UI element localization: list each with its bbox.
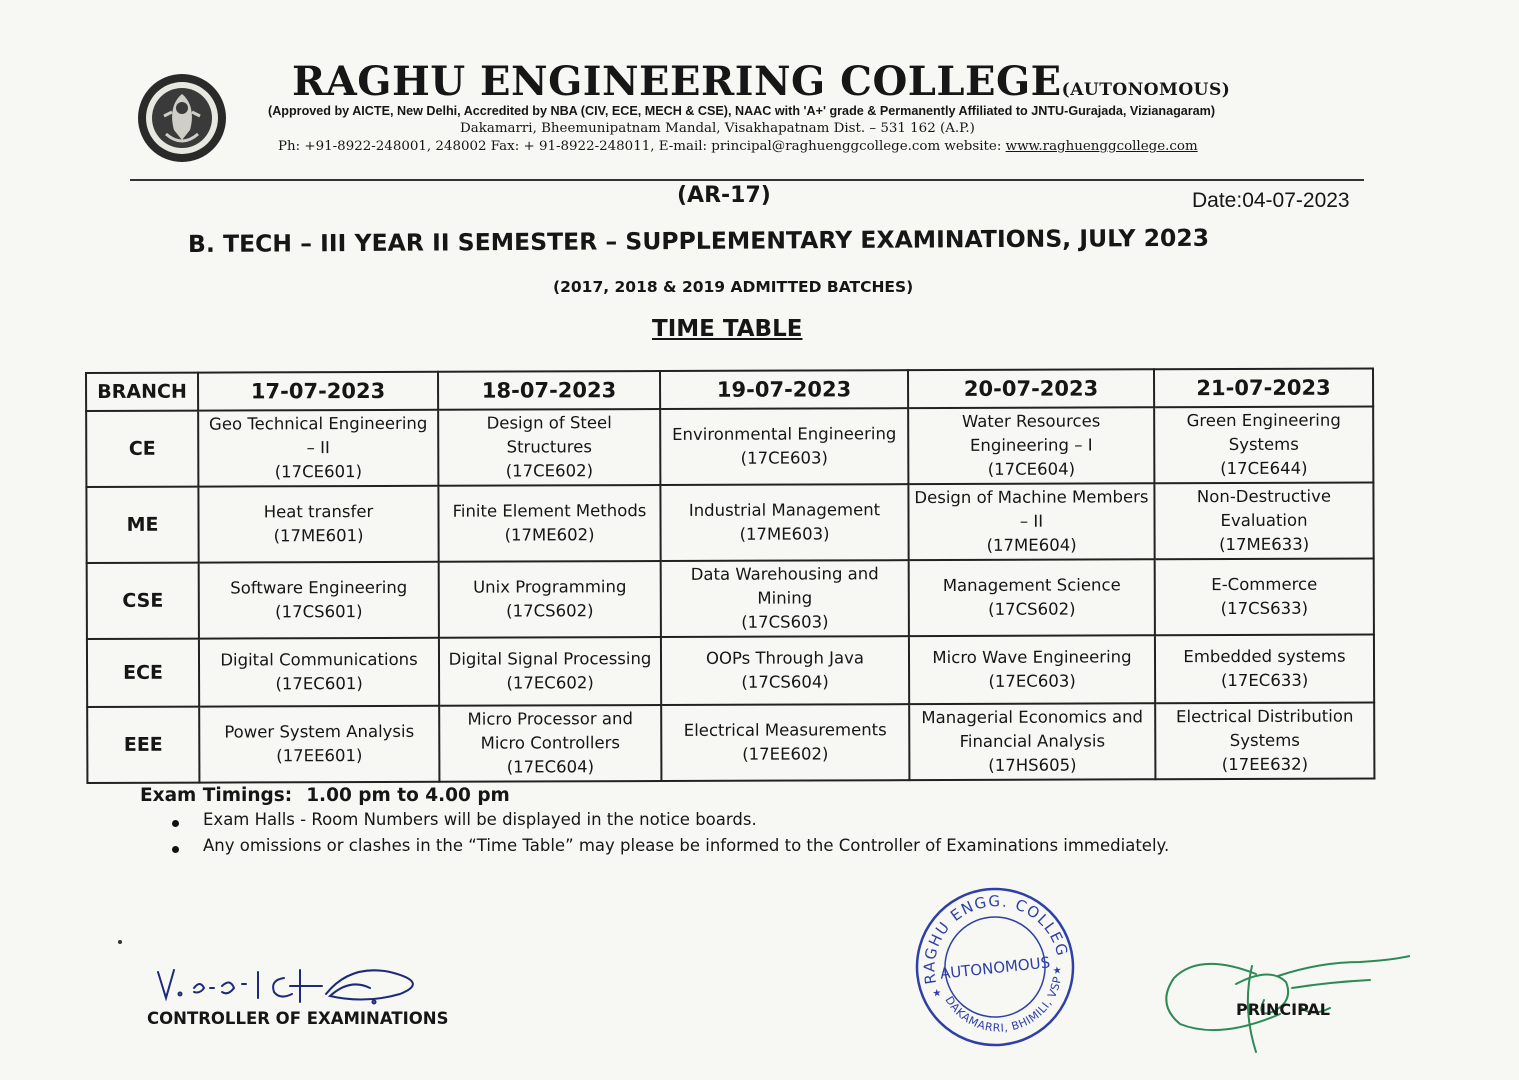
subject-name: Power System Analysis xyxy=(224,721,415,742)
contact-details: Ph: +91-8922-248001, 248002 Fax: + 91-8922-248011, E-mail: principal@raghuenggcollege.com website: xyxy=(278,139,1002,154)
subject-name: Electrical Measurements xyxy=(683,720,887,740)
exam-cell xyxy=(199,638,439,707)
subject-name: E-Commerce xyxy=(1211,574,1318,595)
notes-list xyxy=(172,810,1169,862)
subject-name: Embedded systems xyxy=(1183,646,1346,667)
subject-code: (17ME601) xyxy=(273,526,364,546)
table-row xyxy=(87,559,1374,639)
table-row xyxy=(87,703,1374,783)
subject-code: (17CE603) xyxy=(740,448,828,468)
notice-date: Date:04-07-2023 xyxy=(1192,189,1350,212)
column-header: 21-07-2023 xyxy=(1154,369,1373,408)
subject-code: (17EC633) xyxy=(1220,670,1309,691)
subject-code: (17CE644) xyxy=(1220,458,1308,479)
exam-cell xyxy=(439,705,661,782)
exam-cell xyxy=(1155,559,1374,636)
branch-cell: CSE xyxy=(87,563,199,639)
subject-name: Design of Machine Members – II xyxy=(914,487,1149,531)
timings-label: Exam Timings: xyxy=(140,785,293,806)
bullet-icon xyxy=(172,846,179,853)
seal-center-text: AUTONOMOUS xyxy=(939,953,1051,983)
branch-cell: EEE xyxy=(87,707,199,783)
exam-cell xyxy=(660,484,908,561)
subject-code: (17ME633) xyxy=(1219,534,1310,555)
subject-code: (17CE602) xyxy=(505,461,594,481)
exam-cell xyxy=(198,486,438,563)
exam-cell xyxy=(1154,407,1373,484)
principal-label: PRINCIPAL xyxy=(1236,1000,1330,1019)
exam-cell xyxy=(439,637,661,706)
contact-line xyxy=(278,139,1198,154)
column-header: 20-07-2023 xyxy=(908,369,1154,408)
exam-cell xyxy=(1155,635,1374,704)
subject-name: Digital Communications xyxy=(220,649,418,670)
exam-cell xyxy=(438,409,660,486)
subject-code: (17EC602) xyxy=(506,673,594,693)
exam-cell xyxy=(1154,483,1373,560)
subject-name: Non-Destructive Evaluation xyxy=(1196,486,1332,531)
subject-name: Digital Signal Processing xyxy=(448,649,652,669)
table-row xyxy=(86,407,1373,487)
subject-code: (17EC604) xyxy=(506,757,595,777)
approval-line: (Approved by AICTE, New Delhi, Accredited by NBA (CIV, ECE, MECH & CSE), NAAC with 'A+' grade & Permanently Affiliated to JNTU-Gurajada, Vizianagaram) xyxy=(268,104,1216,118)
exam-title: B. TECH – III YEAR II SEMESTER – SUPPLEMENTARY EXAMINATIONS, JULY 2023 xyxy=(187,223,1210,258)
timings-value: 1.00 pm to 4.00 pm xyxy=(306,785,510,806)
table-row xyxy=(86,483,1373,563)
college-seal xyxy=(910,882,1080,1052)
exam-cell xyxy=(661,636,909,705)
seal-bottom-text: DAKAMARRI, BHIMILI, VSP xyxy=(942,975,1065,1035)
exam-cell xyxy=(199,706,439,783)
column-header: 17-07-2023 xyxy=(198,372,438,411)
college-name xyxy=(292,58,1230,105)
note-text: Exam Halls - Room Numbers will be displayed in the notice boards. xyxy=(203,810,757,829)
exam-cell xyxy=(439,561,661,638)
subject-name: Design of Steel Structures xyxy=(486,413,612,457)
subject-name: Environmental Engineering xyxy=(672,424,897,444)
list-item xyxy=(172,836,1169,862)
subject-name: Water Resources Engineering – I xyxy=(961,411,1101,455)
list-item xyxy=(172,810,1169,836)
exam-cell xyxy=(660,408,908,485)
subject-name: Managerial Economics and Financial Analysis xyxy=(921,707,1144,751)
exam-cell xyxy=(908,483,1154,560)
exam-cell xyxy=(1155,703,1374,780)
branch-cell: ME xyxy=(86,487,198,563)
college-logo xyxy=(136,72,228,164)
exam-cell xyxy=(198,410,438,487)
branch-cell: CE xyxy=(86,411,198,487)
exam-cell xyxy=(199,562,439,639)
subject-code: (17HS605) xyxy=(988,755,1077,775)
column-header: 19-07-2023 xyxy=(660,370,908,409)
subject-name: Geo Technical Engineering – II xyxy=(208,413,428,458)
exam-cell xyxy=(661,560,909,637)
exam-timings xyxy=(140,785,510,806)
subject-name: OOPs Through Java xyxy=(705,648,865,668)
subject-code: (17CS633) xyxy=(1220,598,1309,619)
column-header: 18-07-2023 xyxy=(438,371,660,410)
subject-code: (17EC603) xyxy=(988,671,1076,691)
exam-cell xyxy=(909,635,1155,704)
subject-code: (17EC601) xyxy=(275,674,363,694)
subject-code: (17ME603) xyxy=(739,524,830,544)
subject-code: (17CS602) xyxy=(988,599,1076,619)
subject-code: (17CS601) xyxy=(275,602,363,622)
subject-name: Data Warehousing and Mining xyxy=(690,564,879,608)
controller-label: CONTROLLER OF EXAMINATIONS xyxy=(147,1009,449,1028)
subject-name: Green Engineering Systems xyxy=(1186,410,1341,455)
controller-signature xyxy=(150,958,440,1010)
subject-name: Micro Wave Engineering xyxy=(932,647,1132,668)
branch-cell: ECE xyxy=(87,639,199,707)
seal-star-icon: ★ xyxy=(1052,965,1063,977)
subject-code: (17EE602) xyxy=(742,744,829,764)
timetable-heading: TIME TABLE xyxy=(652,316,803,342)
exam-cell xyxy=(909,559,1155,636)
exam-cell xyxy=(438,485,660,562)
subject-name: Industrial Management xyxy=(688,500,881,520)
website-link[interactable]: www.raghuenggcollege.com xyxy=(1005,139,1198,154)
subject-name: Unix Programming xyxy=(473,577,627,597)
admitted-batches: (2017, 2018 & 2019 ADMITTED BATCHES) xyxy=(553,278,914,296)
scan-speck xyxy=(118,940,122,944)
subject-name: Micro Processor and Micro Controllers xyxy=(467,709,633,753)
subject-code: (17CS602) xyxy=(506,601,594,621)
bullet-icon xyxy=(172,820,179,827)
subject-name: Management Science xyxy=(942,575,1121,596)
subject-name: Electrical Distribution Systems xyxy=(1176,706,1354,751)
subject-code: (17CE601) xyxy=(274,462,363,482)
timetable-table xyxy=(85,368,1375,784)
seal-top-text: RAGHU ENGG. COLLEGE xyxy=(920,892,1072,986)
subject-name: Finite Element Methods xyxy=(452,501,647,521)
address-line: Dakamarri, Bheemunipatnam Mandal, Visakhapatnam Dist. – 531 162 (A.P.) xyxy=(460,121,975,136)
subject-name: Software Engineering xyxy=(230,577,408,598)
subject-code: (17ME604) xyxy=(986,535,1077,555)
regulation-label: (AR-17) xyxy=(677,183,771,208)
table-header-row xyxy=(86,369,1373,411)
subject-name: Heat transfer xyxy=(263,501,374,522)
column-header: BRANCH xyxy=(86,373,198,411)
exam-cell xyxy=(908,407,1154,484)
subject-code: (17CE604) xyxy=(987,459,1076,479)
subject-code: (17CS604) xyxy=(741,672,829,692)
note-text: Any omissions or clashes in the “Time Table” may please be informed to the Controller of Examinations immediately. xyxy=(203,836,1170,855)
college-name-text: RAGHU ENGINEERING COLLEGE xyxy=(292,58,1062,105)
exam-cell xyxy=(661,704,909,781)
subject-code: (17EE632) xyxy=(1221,754,1309,775)
subject-code: (17CS603) xyxy=(741,612,829,632)
header-divider xyxy=(130,179,1364,181)
exam-cell xyxy=(909,703,1155,780)
college-status: (AUTONOMOUS) xyxy=(1061,80,1231,100)
subject-code: (17ME602) xyxy=(504,525,595,545)
seal-star-icon: ★ xyxy=(931,987,942,1000)
timetable xyxy=(85,368,1373,784)
table-row xyxy=(87,635,1374,707)
subject-code: (17EE601) xyxy=(276,746,363,766)
